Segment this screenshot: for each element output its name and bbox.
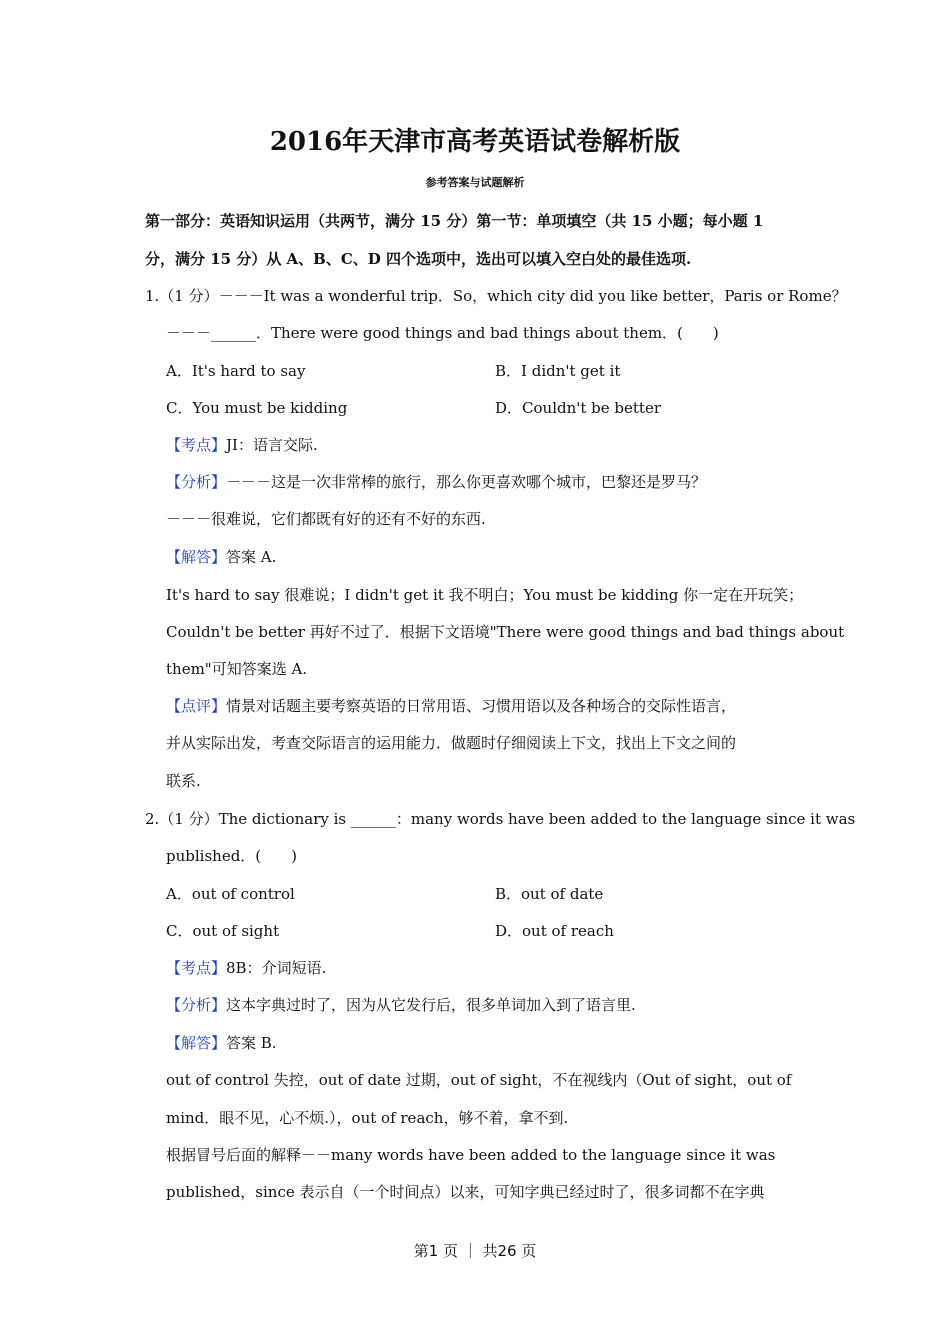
q1-stem-line2: －－－______．There were good things and bad things about them．( ) bbox=[166, 324, 719, 342]
q1-option-a: A．It's hard to say bbox=[166, 362, 306, 380]
q1-fenxi-line2: －－－很难说，它们都既有好的还有不好的东西. bbox=[166, 510, 486, 528]
q2-option-c: C．out of sight bbox=[166, 922, 280, 940]
q2-jieda bbox=[166, 1032, 277, 1054]
q2-option-d: D．out of reach bbox=[495, 922, 614, 940]
page-title: 2016年天津市高考英语试卷解析版 bbox=[269, 127, 681, 157]
q1-explanation-line3: them"可知答案选 A. bbox=[166, 660, 308, 678]
fenxi-tag: 【分析】 bbox=[166, 996, 227, 1014]
q2-stem-line1: 2.（1 分）The dictionary is ______：many words have been added to the language since it was bbox=[145, 810, 856, 828]
fenxi-text: 这本字典过时了，因为从它发行后，很多单词加入到了语言里. bbox=[226, 996, 636, 1014]
q2-kaodian bbox=[166, 957, 326, 979]
kaodian-text: JI：语言交际. bbox=[226, 436, 318, 454]
jieda-text: 答案 A. bbox=[226, 548, 277, 566]
fenxi-tag: 【分析】 bbox=[166, 473, 227, 491]
q2-fenxi bbox=[166, 994, 636, 1016]
q2-option-b: B．out of date bbox=[495, 885, 604, 903]
q2-explanation-line4: published，since 表示自（一个时间点）以来，可知字典已经过时了，很多词都不在字典 bbox=[166, 1183, 765, 1201]
q1-dianping-line3: 联系. bbox=[166, 772, 201, 790]
q1-explanation-line2: Couldn't be better 再好不过了．根据下文语境"There were good things and bad things about bbox=[166, 623, 845, 641]
jieda-tag: 【解答】 bbox=[166, 1034, 227, 1052]
q1-option-c: C．You must be kidding bbox=[166, 399, 348, 417]
q2-explanation-line3: 根据冒号后面的解释－－many words have been added to the language since it was bbox=[166, 1146, 776, 1164]
page-footer: 第1 页 ｜ 共26 页 bbox=[413, 1242, 537, 1260]
section-header-line2: 分，满分 15 分）从 A、B、C、D 四个选项中，选出可以填入空白处的最佳选项. bbox=[145, 250, 692, 268]
q1-dianping-line2: 并从实际出发，考查交际语言的运用能力．做题时仔细阅读上下文，找出上下文之间的 bbox=[166, 734, 737, 752]
q2-explanation-line1: out of control 失控，out of date 过期，out of sight，不在视线内（Out of sight，out of bbox=[166, 1071, 792, 1089]
fenxi-text: －－－这是一次非常棒的旅行，那么你更喜欢哪个城市，巴黎还是罗马？ bbox=[226, 473, 707, 491]
dianping-tag: 【点评】 bbox=[166, 697, 227, 715]
q1-fenxi bbox=[166, 471, 706, 493]
q2-explanation-line2: mind．眼不见，心不烦.），out of reach，够不着，拿不到. bbox=[166, 1109, 569, 1127]
kaodian-tag: 【考点】 bbox=[166, 436, 227, 454]
jieda-text: 答案 B. bbox=[226, 1034, 277, 1052]
q2-stem-line2: published．( ) bbox=[166, 847, 298, 865]
q2-option-a: A．out of control bbox=[166, 885, 295, 903]
page-subtitle: 参考答案与试题解析 bbox=[425, 176, 525, 189]
q1-explanation-line1: It's hard to say 很难说；I didn't get it 我不明白；You must be kidding 你一定在开玩笑； bbox=[166, 586, 804, 604]
dianping-text: 情景对话题主要考察英语的日常用语、习惯用语以及各种场合的交际性语言， bbox=[226, 697, 737, 715]
q1-kaodian bbox=[166, 434, 318, 456]
q1-option-d: D．Couldn't be better bbox=[495, 399, 662, 417]
q1-jieda bbox=[166, 546, 276, 568]
jieda-tag: 【解答】 bbox=[166, 548, 227, 566]
q1-dianping bbox=[166, 695, 736, 717]
kaodian-tag: 【考点】 bbox=[166, 959, 227, 977]
q1-option-b: B．I didn't get it bbox=[495, 362, 621, 380]
section-header-line1: 第一部分：英语知识运用（共两节，满分 15 分）第一节：单项填空（共 15 小题；每小题 1 bbox=[145, 212, 764, 230]
q1-stem-line1: 1.（1 分）－－－It was a wonderful trip．So，which city did you like better，Paris or Rome？ bbox=[145, 287, 847, 305]
kaodian-text: 8B：介词短语. bbox=[226, 959, 327, 977]
